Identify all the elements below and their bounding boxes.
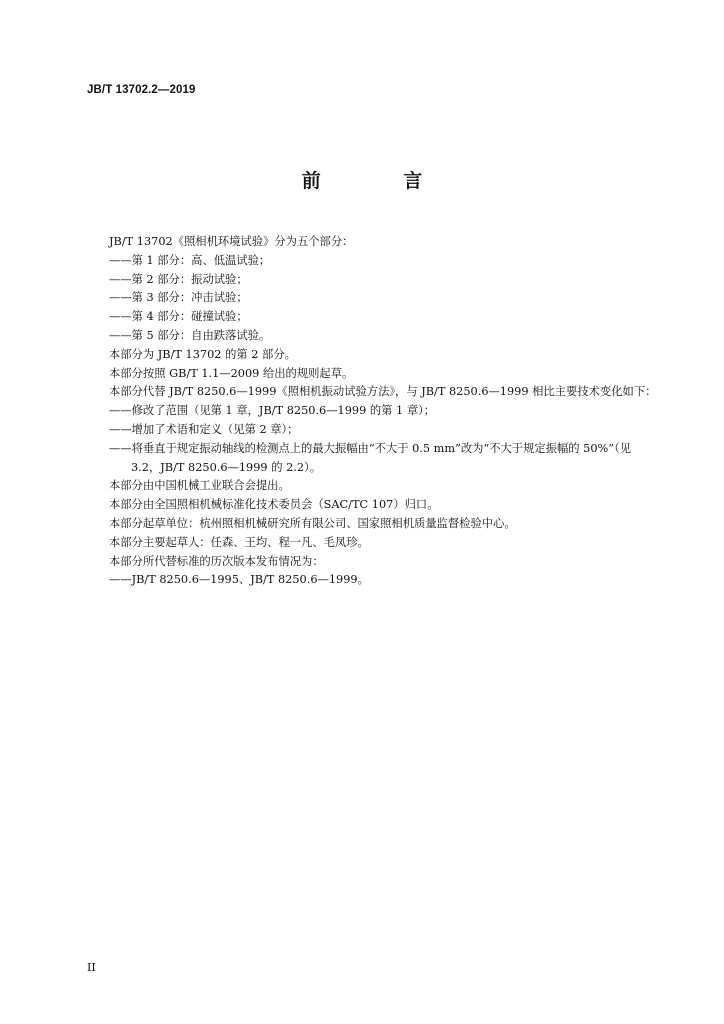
change-item-3: ——将垂直于规定振动轴线的检测点上的最大振幅由“不大于 0.5 mm”改为“不大于规定振幅的 50%”（见 3.2，JB/T 8250.6—1999 的 2.2）。: [109, 441, 632, 474]
history-item: ——JB/T 8250.6—1995、JB/T 8250.6—1999。: [109, 573, 369, 587]
page-number: II: [87, 961, 96, 974]
part-item-5: ——第 5 部分：自由跌落试验。: [109, 328, 271, 342]
change-item-2: ——增加了术语和定义（见第 2 章）；: [109, 422, 299, 436]
history-intro: 本部分所代替标准的历次版本发布情况为：: [109, 554, 324, 568]
page-title: 前 言: [301, 170, 461, 192]
part-item-1: ——第 1 部分：高、低温试验；: [109, 253, 271, 267]
part-item-3: ——第 3 部分：冲击试验；: [109, 291, 248, 305]
part-of-statement: 本部分为 JB/T 13702 的第 2 部分。: [109, 347, 296, 361]
foreword-body: [87, 233, 659, 590]
replaces-statement: 本部分代替 JB/T 8250.6—1999《照相机振动试验方法》，与 JB/T 8250.6—1999 相比主要技术变化如下：: [109, 385, 657, 399]
administered-by-statement: 本部分由全国照相机械标准化技术委员会（SAC/TC 107）归口。: [109, 498, 439, 512]
part-item-2: ——第 2 部分：振动试验；: [109, 272, 248, 286]
parts-intro: JB/T 13702《照相机环境试验》分为五个部分：: [109, 235, 354, 248]
change-item-1: ——修改了范围（见第 1 章，JB/T 8250.6—1999 的第 1 章）；: [109, 404, 436, 418]
drafting-rules-statement: 本部分按照 GB/T 1.1—2009 给出的规则起草。: [109, 366, 354, 380]
drafting-units-statement: 本部分起草单位：杭州照相机械研究所有限公司、国家照相机质量监督检验中心。: [109, 516, 516, 530]
part-item-4: ——第 4 部分：碰撞试验；: [109, 310, 248, 324]
proposed-by-statement: 本部分由中国机械工业联合会提出。: [109, 479, 290, 493]
standard-code: JB/T 13702.2—2019: [87, 84, 196, 96]
drafters-statement: 本部分主要起草人：任森、王均、程一凡、毛凤珍。: [109, 535, 369, 549]
